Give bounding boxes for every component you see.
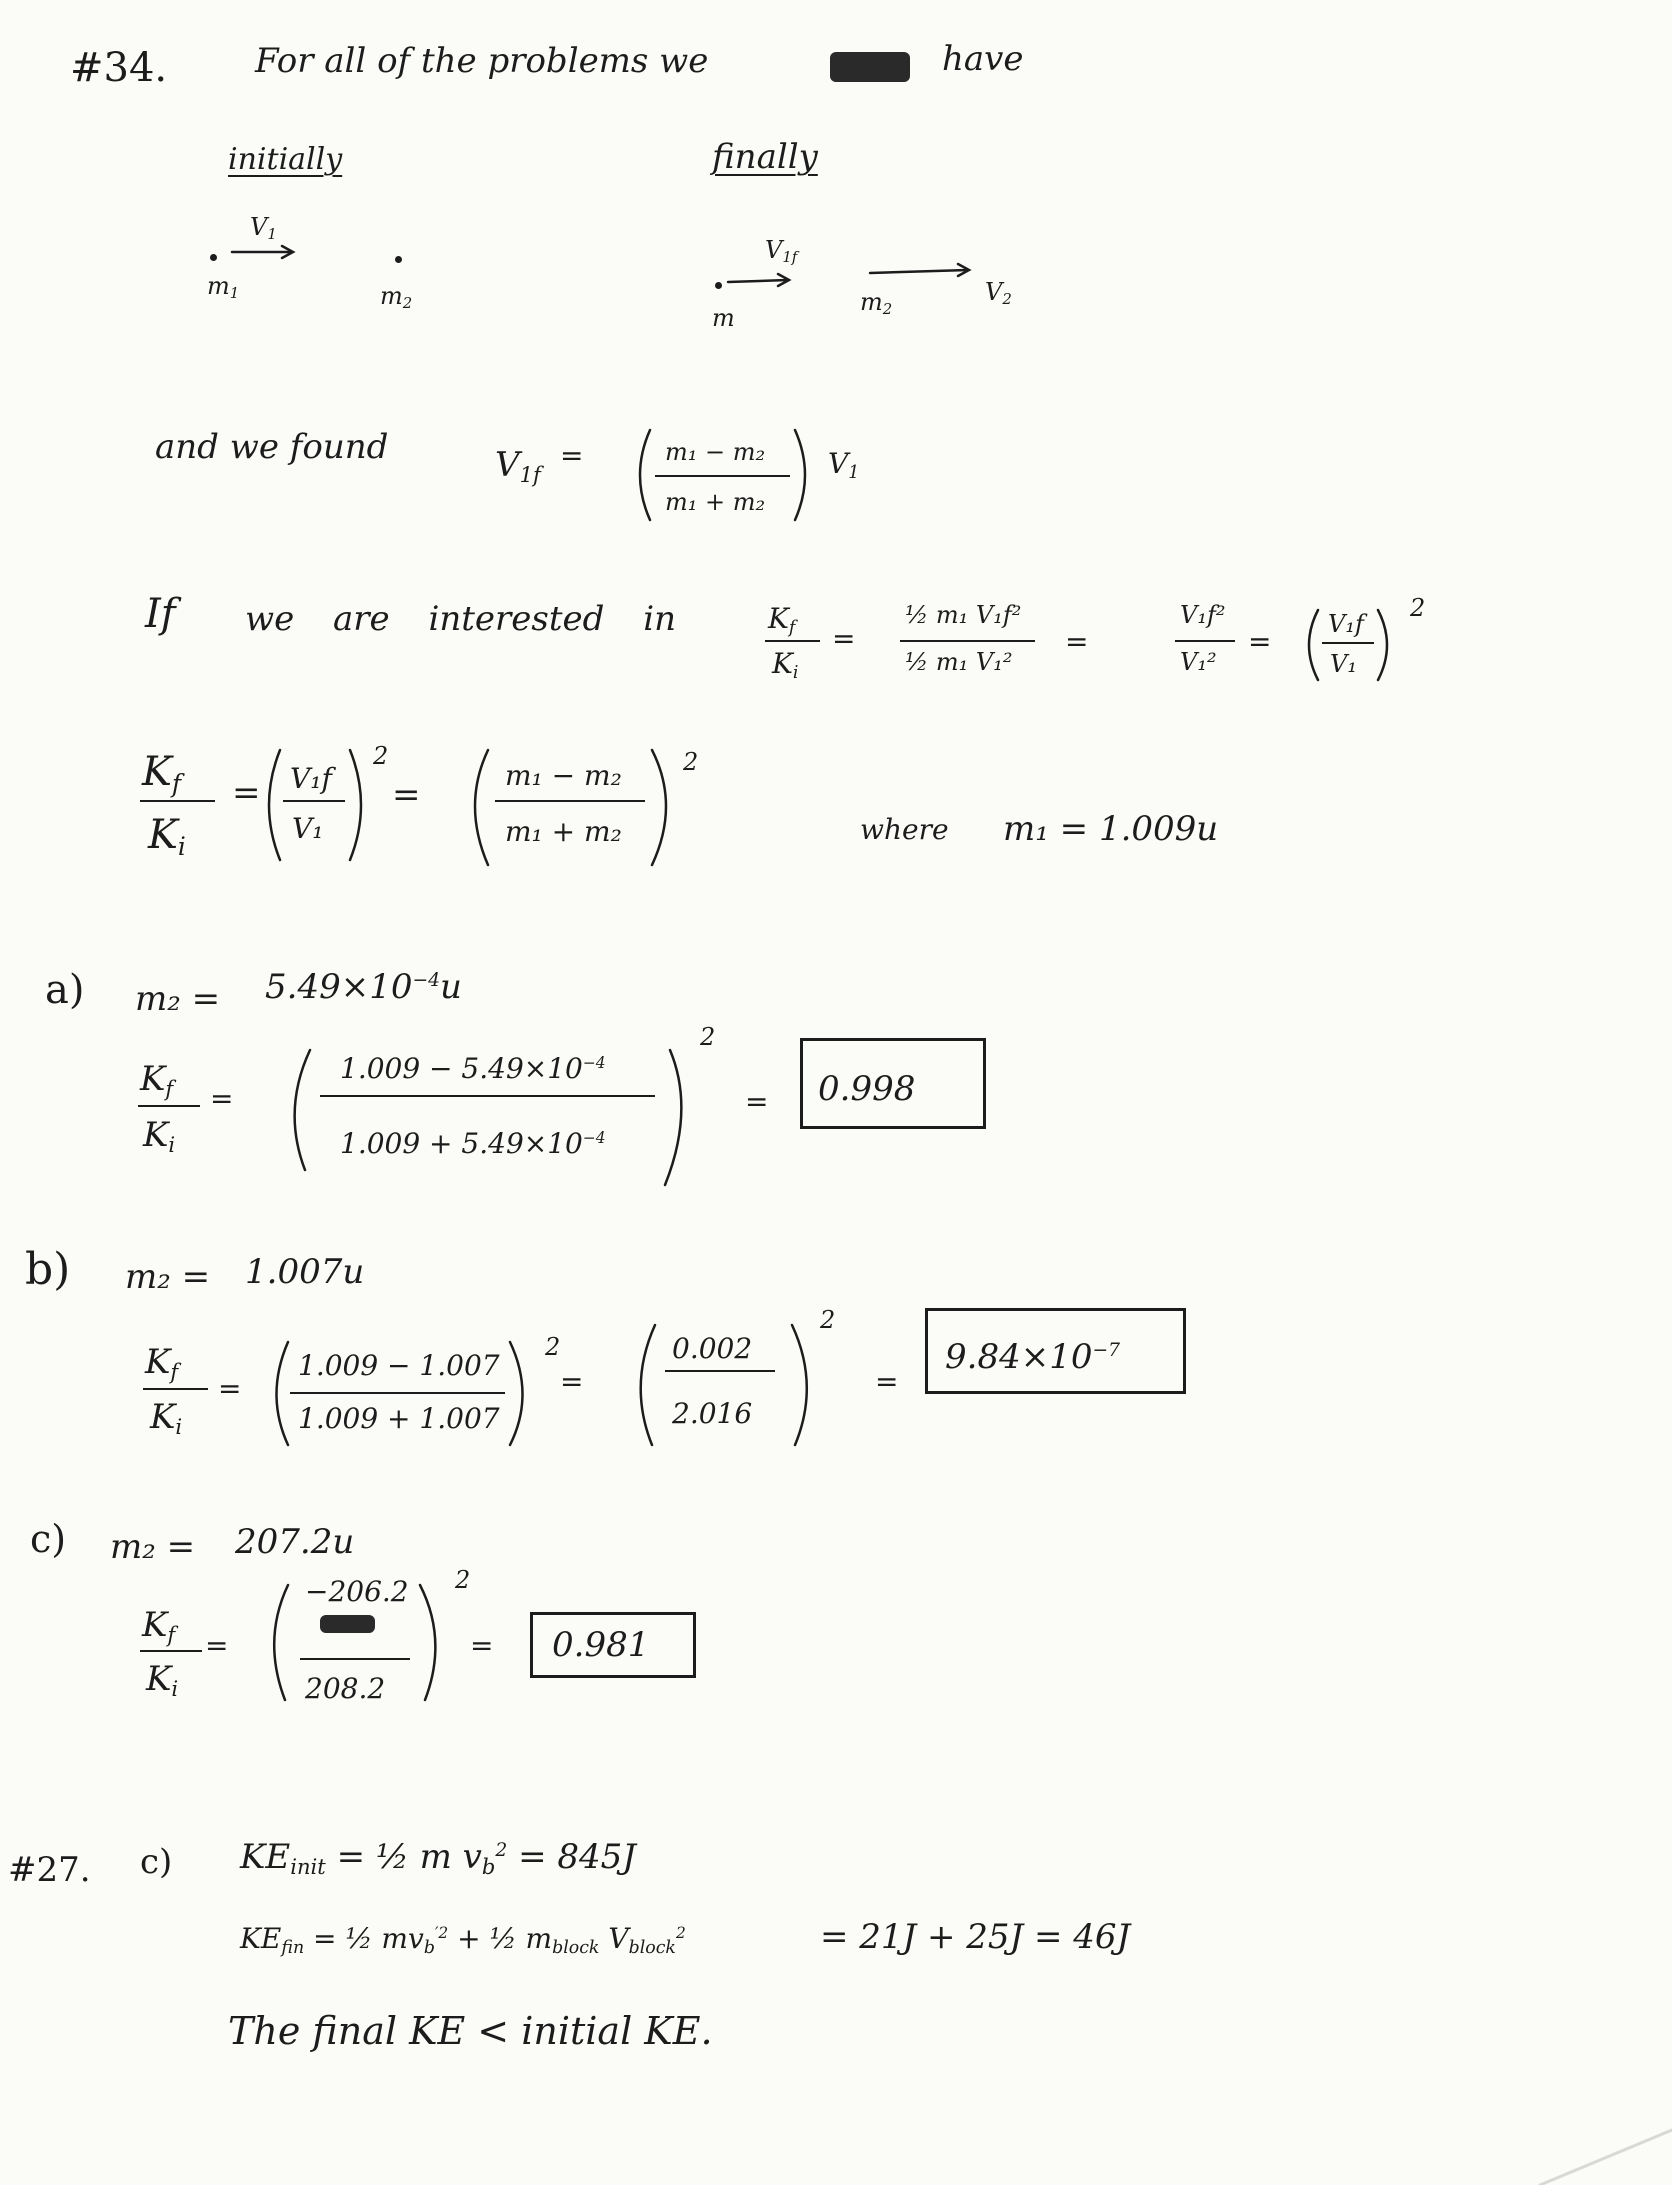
ratio-kf: Kf	[142, 749, 182, 798]
part-b-m2-value: 1.007u	[245, 1252, 365, 1292]
found-equals: =	[560, 439, 584, 472]
ke-init-equation: KEinit = ½ m $vb^2 = 845J$	[240, 1837, 636, 1879]
ratio-eq1: =	[232, 773, 261, 813]
ratio-eq2: =	[392, 775, 421, 815]
ke-fin-equation: KEfin = ½ mvb$^{'2}$ + ½ mblock Vblock$^2$	[240, 1922, 686, 1958]
problem-27-number: #27.	[8, 1850, 91, 1890]
m2-label: m2	[380, 282, 413, 313]
intro-text: For all of the problems we	[255, 41, 709, 81]
part-a-kf: Kf	[140, 1059, 174, 1101]
part-c-exp: 2	[455, 1566, 471, 1594]
v2-label: V2	[985, 278, 1012, 309]
v1-label: V1	[250, 213, 277, 244]
part-a-ki: Ki	[143, 1115, 176, 1157]
conclusion: The final KE < initial KE.	[228, 2009, 713, 2053]
m2-final-label: m2	[860, 288, 893, 319]
part-b-label: b)	[25, 1244, 71, 1295]
part-b-ki: Ki	[150, 1397, 183, 1439]
ratio-where: where	[860, 813, 949, 846]
part-a-exp: 2	[700, 1023, 716, 1051]
initially-label: initially	[228, 142, 343, 177]
part-a-m2: m₂ =	[135, 979, 221, 1019]
part-b-den: 1.009 + 1.007	[298, 1402, 500, 1435]
interest-eq2: =	[1065, 625, 1089, 658]
interest-eq3: =	[1248, 625, 1272, 658]
part-a-label: a)	[45, 967, 85, 1013]
ratio-exp1: 2	[373, 742, 389, 770]
ratio-exp2: 2	[683, 748, 699, 776]
part-c-kf: Kf	[142, 1605, 176, 1647]
if-word: If	[145, 591, 176, 637]
part-c-answer: 0.981	[552, 1625, 650, 1665]
part-c-num: −206.2	[305, 1575, 409, 1608]
part-c-m2-value: 207.2u	[235, 1522, 355, 1562]
ratio-ki: Ki	[148, 812, 186, 861]
m-final-label: m	[712, 304, 735, 332]
part-b-kf: Kf	[145, 1342, 179, 1384]
part-a-num: $1.009 - 5.49\times 10^{-4}$	[340, 1052, 606, 1085]
part-c-eq: =	[205, 1629, 229, 1662]
m1-value: m₁ = 1.009u	[1003, 809, 1219, 849]
problem-27-part: c)	[140, 1842, 173, 1882]
part-a-eq: =	[210, 1082, 234, 1115]
finally-label: finally	[712, 137, 818, 177]
found-numerator: m₁ − m₂	[665, 438, 766, 466]
part-c-den: 208.2	[305, 1672, 386, 1705]
interest-eq1: =	[832, 622, 856, 655]
interest-num2: ½ m₁ V₁f²	[905, 601, 1022, 629]
part-a-answer: 0.998	[818, 1069, 916, 1109]
v1f-label: V1f	[765, 236, 798, 267]
problem-number: #34.	[70, 45, 168, 91]
found-lhs: V1f	[495, 445, 541, 487]
found-denominator: m₁ + m₂	[665, 488, 766, 516]
interest-text: we are interested in	[245, 599, 676, 639]
part-c-label: c)	[30, 1517, 67, 1561]
ratio-paren-den: V₁	[292, 812, 324, 845]
ratio-num: m₁ − m₂	[505, 759, 622, 792]
m1-label: m1	[207, 272, 240, 303]
part-c-m2: m₂ =	[110, 1527, 196, 1567]
part-c-ki: Ki	[146, 1659, 179, 1701]
part-a-m2-value: $5.49\times 10^{-4}u$	[265, 967, 462, 1007]
ratio-den: m₁ + m₂	[505, 815, 622, 848]
interest-paren-num: V₁f	[1328, 610, 1364, 638]
part-b-answer: $9.84\times 10^{-7}$	[945, 1337, 1121, 1377]
part-b-eq3: =	[875, 1365, 899, 1398]
interest-paren-den: V₁	[1330, 650, 1357, 678]
found-factor: V1	[828, 447, 860, 483]
interest-exp: 2	[1410, 594, 1426, 622]
ratio-paren-num: V₁f	[290, 762, 332, 795]
part-b-exp1: 2	[545, 1333, 561, 1361]
part-b-eq: =	[218, 1372, 242, 1405]
part-b-eq2: =	[560, 1365, 584, 1398]
part-c-eq2: =	[470, 1629, 494, 1662]
part-b-den2: 2.016	[672, 1397, 753, 1430]
found-text: and we found	[155, 427, 389, 467]
part-b-exp2: 2	[820, 1306, 836, 1334]
interest-den3: V₁²	[1180, 648, 1217, 676]
part-a-eq2: =	[745, 1085, 769, 1118]
interest-num3: V₁f²	[1180, 601, 1226, 629]
interest-kf: Kf	[768, 602, 796, 638]
part-a-den: $1.009 + 5.49\times 10^{-4}$	[340, 1127, 606, 1160]
intro-end: have	[942, 39, 1024, 79]
interest-ki: Ki	[772, 647, 799, 683]
interest-den2: ½ m₁ V₁²	[905, 648, 1013, 676]
part-b-num2: 0.002	[672, 1332, 753, 1365]
part-b-num: 1.009 − 1.007	[298, 1349, 500, 1382]
ke-fin-value: = 21J + 25J = 46J	[820, 1917, 1131, 1957]
part-b-m2: m₂ =	[125, 1257, 211, 1297]
